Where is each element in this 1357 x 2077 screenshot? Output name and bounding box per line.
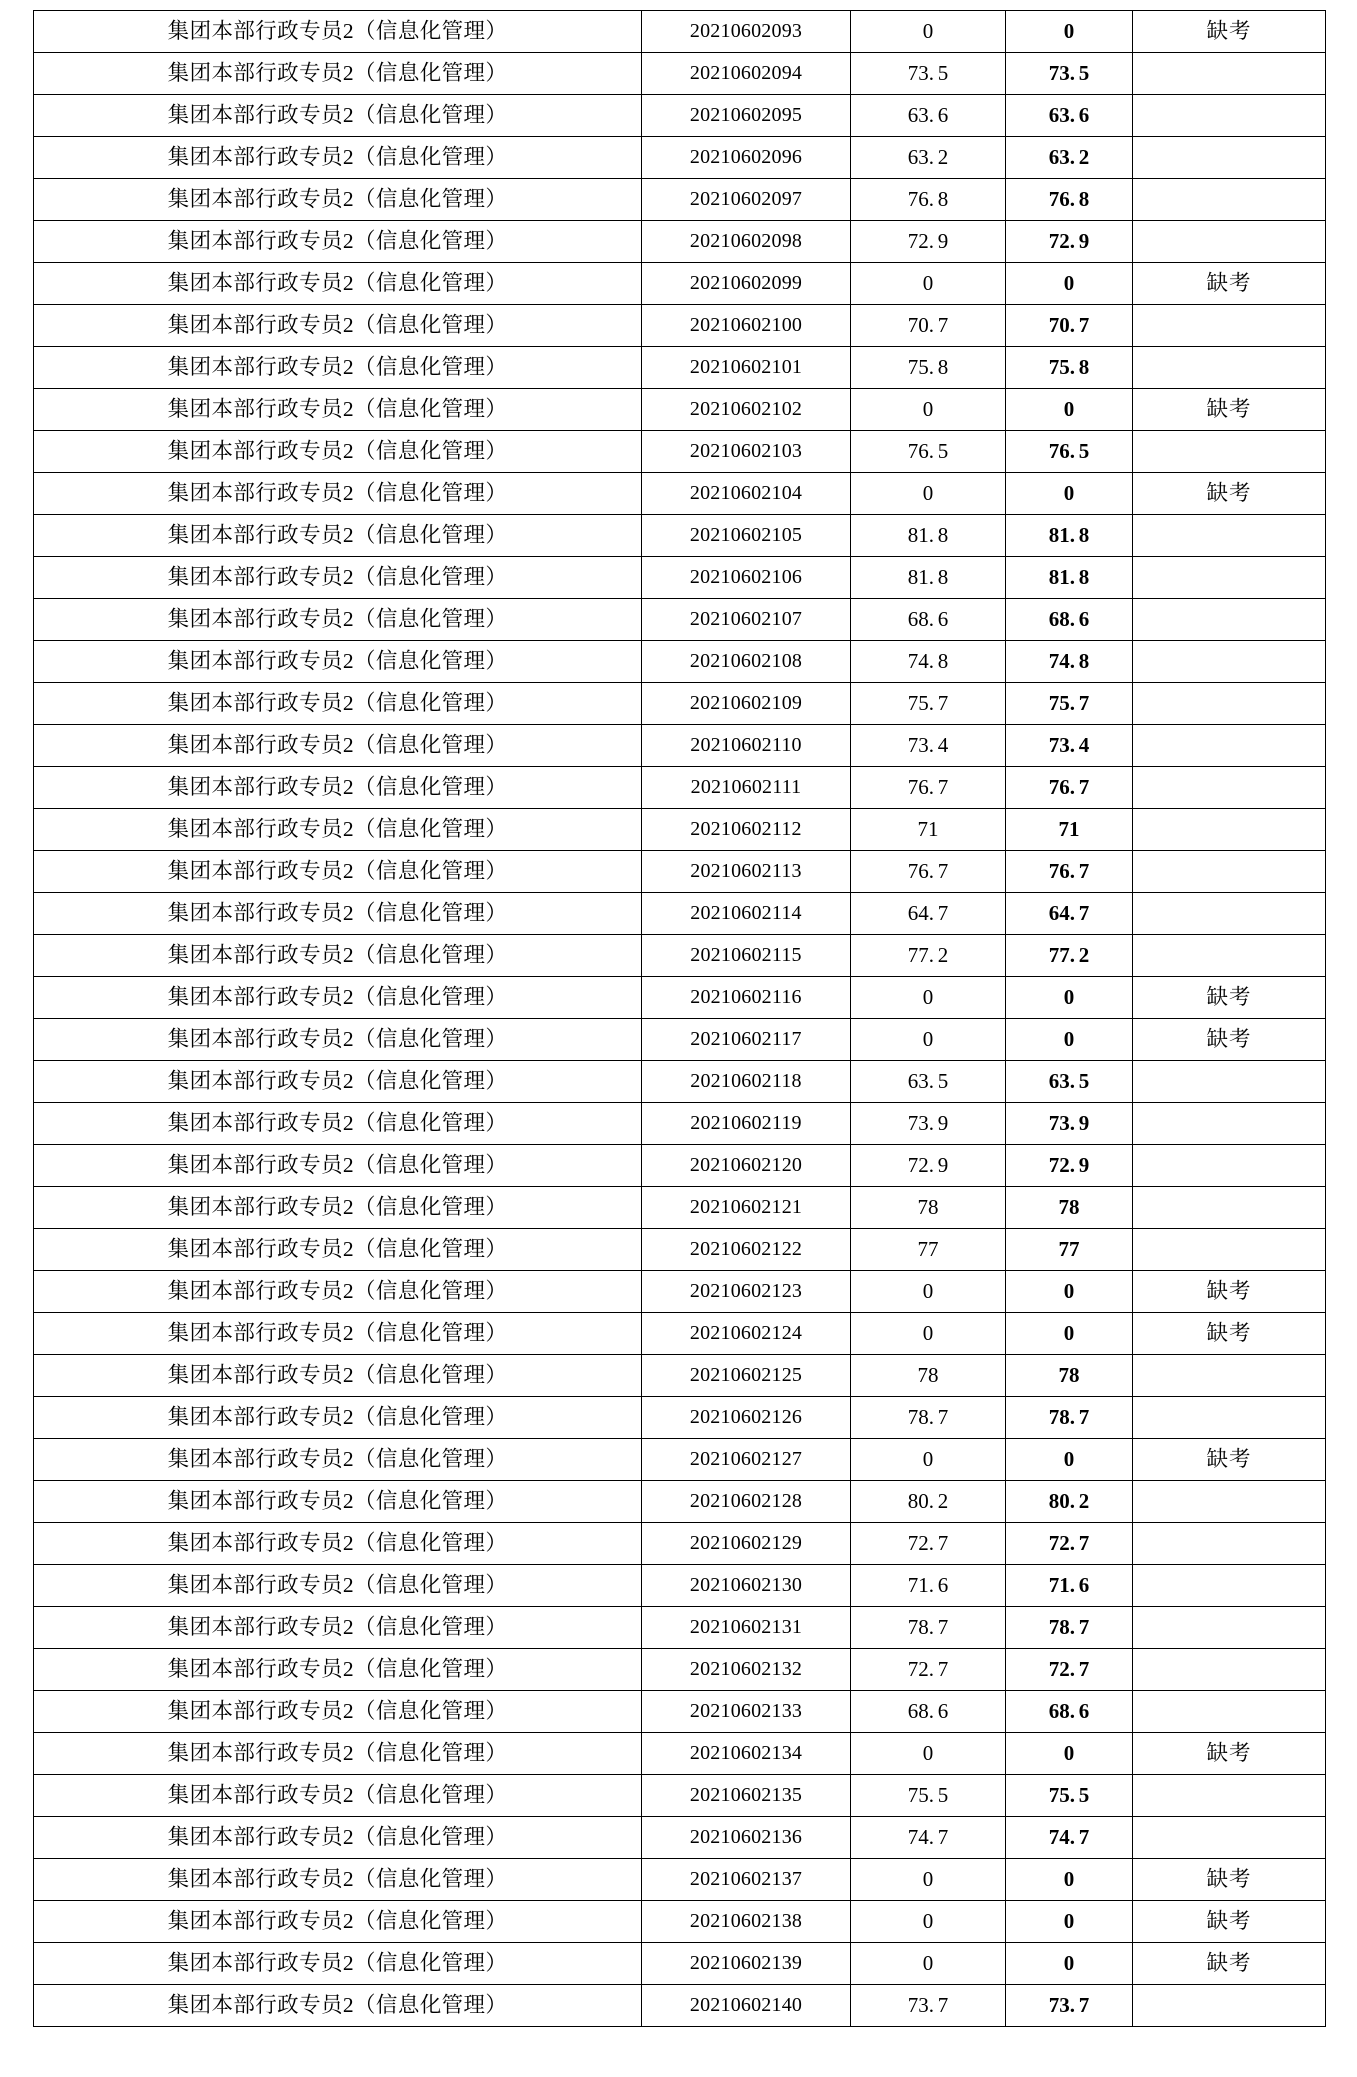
table-row	[34, 1523, 1326, 1565]
table-row	[34, 1439, 1326, 1481]
table-row	[34, 935, 1326, 977]
total-score-cell: 0	[1006, 1943, 1133, 1985]
remark-cell	[1133, 1565, 1326, 1607]
score-cell: 78	[851, 1187, 1006, 1229]
exam-id-cell: 20210602114	[642, 893, 851, 935]
exam-id-cell: 20210602139	[642, 1943, 851, 1985]
remark-cell: 缺考	[1133, 1859, 1326, 1901]
position-cell: 集团本部行政专员2（信息化管理）	[34, 1733, 642, 1775]
position-cell: 集团本部行政专员2（信息化管理）	[34, 1397, 642, 1439]
table-row	[34, 1775, 1326, 1817]
exam-id-cell: 20210602118	[642, 1061, 851, 1103]
score-cell: 73.9	[851, 1103, 1006, 1145]
position-cell: 集团本部行政专员2（信息化管理）	[34, 767, 642, 809]
exam-id-cell: 20210602131	[642, 1607, 851, 1649]
score-cell: 0	[851, 1901, 1006, 1943]
exam-id-cell: 20210602125	[642, 1355, 851, 1397]
remark-cell	[1133, 1187, 1326, 1229]
table-row	[34, 683, 1326, 725]
total-score-cell: 80.2	[1006, 1481, 1133, 1523]
table-row	[34, 767, 1326, 809]
exam-id-cell: 20210602117	[642, 1019, 851, 1061]
position-cell: 集团本部行政专员2（信息化管理）	[34, 347, 642, 389]
total-score-cell: 73.9	[1006, 1103, 1133, 1145]
position-cell: 集团本部行政专员2（信息化管理）	[34, 1943, 642, 1985]
total-score-cell: 63.2	[1006, 137, 1133, 179]
exam-id-cell: 20210602115	[642, 935, 851, 977]
total-score-cell: 68.6	[1006, 1691, 1133, 1733]
position-cell: 集团本部行政专员2（信息化管理）	[34, 1817, 642, 1859]
score-cell: 74.7	[851, 1817, 1006, 1859]
total-score-cell: 0	[1006, 473, 1133, 515]
total-score-cell: 72.9	[1006, 221, 1133, 263]
score-cell: 76.7	[851, 767, 1006, 809]
exam-id-cell: 20210602099	[642, 263, 851, 305]
exam-id-cell: 20210602112	[642, 809, 851, 851]
total-score-cell: 0	[1006, 263, 1133, 305]
remark-cell	[1133, 1103, 1326, 1145]
position-cell: 集团本部行政专员2（信息化管理）	[34, 1103, 642, 1145]
position-cell: 集团本部行政专员2（信息化管理）	[34, 1859, 642, 1901]
position-cell: 集团本部行政专员2（信息化管理）	[34, 431, 642, 473]
table-row	[34, 1397, 1326, 1439]
table-row	[34, 1733, 1326, 1775]
total-score-cell: 0	[1006, 1439, 1133, 1481]
table-row	[34, 1565, 1326, 1607]
score-cell: 76.8	[851, 179, 1006, 221]
remark-cell: 缺考	[1133, 1271, 1326, 1313]
position-cell: 集团本部行政专员2（信息化管理）	[34, 389, 642, 431]
table-row	[34, 1649, 1326, 1691]
remark-cell	[1133, 557, 1326, 599]
score-cell: 71.6	[851, 1565, 1006, 1607]
total-score-cell: 78.7	[1006, 1397, 1133, 1439]
table-row	[34, 1901, 1326, 1943]
score-cell: 73.5	[851, 53, 1006, 95]
table-row	[34, 1313, 1326, 1355]
exam-id-cell: 20210602101	[642, 347, 851, 389]
total-score-cell: 68.6	[1006, 599, 1133, 641]
score-cell: 75.5	[851, 1775, 1006, 1817]
exam-id-cell: 20210602126	[642, 1397, 851, 1439]
table-row	[34, 263, 1326, 305]
exam-id-cell: 20210602130	[642, 1565, 851, 1607]
total-score-cell: 78	[1006, 1187, 1133, 1229]
total-score-cell: 73.4	[1006, 725, 1133, 767]
score-cell: 68.6	[851, 1691, 1006, 1733]
total-score-cell: 63.5	[1006, 1061, 1133, 1103]
total-score-cell: 70.7	[1006, 305, 1133, 347]
remark-cell	[1133, 53, 1326, 95]
remark-cell	[1133, 137, 1326, 179]
remark-cell: 缺考	[1133, 389, 1326, 431]
exam-id-cell: 20210602104	[642, 473, 851, 515]
score-cell: 78.7	[851, 1397, 1006, 1439]
position-cell: 集团本部行政专员2（信息化管理）	[34, 1985, 642, 2027]
score-cell: 63.5	[851, 1061, 1006, 1103]
exam-id-cell: 20210602123	[642, 1271, 851, 1313]
total-score-cell: 63.6	[1006, 95, 1133, 137]
remark-cell: 缺考	[1133, 977, 1326, 1019]
exam-id-cell: 20210602100	[642, 305, 851, 347]
position-cell: 集团本部行政专员2（信息化管理）	[34, 179, 642, 221]
exam-id-cell: 20210602132	[642, 1649, 851, 1691]
score-cell: 0	[851, 473, 1006, 515]
score-cell: 0	[851, 1271, 1006, 1313]
position-cell: 集团本部行政专员2（信息化管理）	[34, 641, 642, 683]
position-cell: 集团本部行政专员2（信息化管理）	[34, 305, 642, 347]
position-cell: 集团本部行政专员2（信息化管理）	[34, 515, 642, 557]
total-score-cell: 76.7	[1006, 851, 1133, 893]
score-cell: 72.9	[851, 221, 1006, 263]
total-score-cell: 0	[1006, 1733, 1133, 1775]
table-row	[34, 977, 1326, 1019]
position-cell: 集团本部行政专员2（信息化管理）	[34, 1313, 642, 1355]
exam-id-cell: 20210602136	[642, 1817, 851, 1859]
exam-id-cell: 20210602138	[642, 1901, 851, 1943]
table-row	[34, 1271, 1326, 1313]
score-cell: 0	[851, 977, 1006, 1019]
table-row	[34, 893, 1326, 935]
remark-cell	[1133, 599, 1326, 641]
position-cell: 集团本部行政专员2（信息化管理）	[34, 1229, 642, 1271]
position-cell: 集团本部行政专员2（信息化管理）	[34, 137, 642, 179]
table-row	[34, 641, 1326, 683]
total-score-cell: 76.8	[1006, 179, 1133, 221]
total-score-cell: 71.6	[1006, 1565, 1133, 1607]
score-cell: 76.7	[851, 851, 1006, 893]
total-score-cell: 64.7	[1006, 893, 1133, 935]
total-score-cell: 81.8	[1006, 515, 1133, 557]
total-score-cell: 77	[1006, 1229, 1133, 1271]
table-row	[34, 1481, 1326, 1523]
table-row	[34, 1019, 1326, 1061]
remark-cell: 缺考	[1133, 11, 1326, 53]
remark-cell	[1133, 1607, 1326, 1649]
total-score-cell: 0	[1006, 1019, 1133, 1061]
score-cell: 0	[851, 1313, 1006, 1355]
score-cell: 80.2	[851, 1481, 1006, 1523]
position-cell: 集团本部行政专员2（信息化管理）	[34, 1775, 642, 1817]
total-score-cell: 76.5	[1006, 431, 1133, 473]
table-row	[34, 1943, 1326, 1985]
table-row	[34, 137, 1326, 179]
exam-id-cell: 20210602113	[642, 851, 851, 893]
table-row	[34, 1187, 1326, 1229]
total-score-cell: 71	[1006, 809, 1133, 851]
remark-cell	[1133, 179, 1326, 221]
score-cell: 63.6	[851, 95, 1006, 137]
table-row	[34, 1061, 1326, 1103]
position-cell: 集团本部行政专员2（信息化管理）	[34, 1019, 642, 1061]
position-cell: 集团本部行政专员2（信息化管理）	[34, 1271, 642, 1313]
score-cell: 68.6	[851, 599, 1006, 641]
remark-cell	[1133, 935, 1326, 977]
exam-id-cell: 20210602094	[642, 53, 851, 95]
table-row	[34, 1691, 1326, 1733]
remark-cell	[1133, 1691, 1326, 1733]
total-score-cell: 0	[1006, 11, 1133, 53]
table-row	[34, 557, 1326, 599]
table-row	[34, 347, 1326, 389]
remark-cell	[1133, 1355, 1326, 1397]
exam-id-cell: 20210602135	[642, 1775, 851, 1817]
exam-id-cell: 20210602121	[642, 1187, 851, 1229]
position-cell: 集团本部行政专员2（信息化管理）	[34, 557, 642, 599]
remark-cell	[1133, 221, 1326, 263]
remark-cell	[1133, 1985, 1326, 2027]
total-score-cell: 73.7	[1006, 1985, 1133, 2027]
score-cell: 0	[851, 11, 1006, 53]
exam-id-cell: 20210602128	[642, 1481, 851, 1523]
score-cell: 0	[851, 1733, 1006, 1775]
exam-id-cell: 20210602119	[642, 1103, 851, 1145]
exam-id-cell: 20210602127	[642, 1439, 851, 1481]
position-cell: 集团本部行政专员2（信息化管理）	[34, 1649, 642, 1691]
table-row	[34, 95, 1326, 137]
score-cell: 0	[851, 1943, 1006, 1985]
position-cell: 集团本部行政专员2（信息化管理）	[34, 599, 642, 641]
remark-cell: 缺考	[1133, 1439, 1326, 1481]
exam-results-table	[33, 10, 1326, 2027]
exam-id-cell: 20210602116	[642, 977, 851, 1019]
score-cell: 0	[851, 1019, 1006, 1061]
score-cell: 72.9	[851, 1145, 1006, 1187]
remark-cell	[1133, 893, 1326, 935]
table-row	[34, 599, 1326, 641]
table-row	[34, 1145, 1326, 1187]
exam-id-cell: 20210602102	[642, 389, 851, 431]
total-score-cell: 78.7	[1006, 1607, 1133, 1649]
total-score-cell: 0	[1006, 1901, 1133, 1943]
exam-id-cell: 20210602107	[642, 599, 851, 641]
score-cell: 0	[851, 389, 1006, 431]
total-score-cell: 72.9	[1006, 1145, 1133, 1187]
table-row	[34, 473, 1326, 515]
remark-cell	[1133, 1481, 1326, 1523]
total-score-cell: 72.7	[1006, 1523, 1133, 1565]
position-cell: 集团本部行政专员2（信息化管理）	[34, 1061, 642, 1103]
total-score-cell: 81.8	[1006, 557, 1133, 599]
position-cell: 集团本部行政专员2（信息化管理）	[34, 263, 642, 305]
exam-id-cell: 20210602140	[642, 1985, 851, 2027]
exam-id-cell: 20210602137	[642, 1859, 851, 1901]
position-cell: 集团本部行政专员2（信息化管理）	[34, 683, 642, 725]
position-cell: 集团本部行政专员2（信息化管理）	[34, 1481, 642, 1523]
total-score-cell: 78	[1006, 1355, 1133, 1397]
total-score-cell: 72.7	[1006, 1649, 1133, 1691]
score-cell: 77	[851, 1229, 1006, 1271]
position-cell: 集团本部行政专员2（信息化管理）	[34, 11, 642, 53]
table-row	[34, 725, 1326, 767]
position-cell: 集团本部行政专员2（信息化管理）	[34, 1523, 642, 1565]
remark-cell	[1133, 851, 1326, 893]
score-cell: 76.5	[851, 431, 1006, 473]
exam-id-cell: 20210602096	[642, 137, 851, 179]
remark-cell	[1133, 347, 1326, 389]
total-score-cell: 75.5	[1006, 1775, 1133, 1817]
exam-id-cell: 20210602120	[642, 1145, 851, 1187]
score-cell: 78	[851, 1355, 1006, 1397]
total-score-cell: 0	[1006, 977, 1133, 1019]
exam-id-cell: 20210602097	[642, 179, 851, 221]
table-row	[34, 809, 1326, 851]
remark-cell	[1133, 1061, 1326, 1103]
score-cell: 0	[851, 1859, 1006, 1901]
position-cell: 集团本部行政专员2（信息化管理）	[34, 1355, 642, 1397]
position-cell: 集团本部行政专员2（信息化管理）	[34, 935, 642, 977]
remark-cell	[1133, 305, 1326, 347]
exam-id-cell: 20210602122	[642, 1229, 851, 1271]
score-cell: 73.4	[851, 725, 1006, 767]
table-row	[34, 1985, 1326, 2027]
table-row	[34, 515, 1326, 557]
exam-id-cell: 20210602093	[642, 11, 851, 53]
score-cell: 71	[851, 809, 1006, 851]
score-cell: 81.8	[851, 515, 1006, 557]
table-row	[34, 53, 1326, 95]
remark-cell: 缺考	[1133, 1943, 1326, 1985]
exam-id-cell: 20210602134	[642, 1733, 851, 1775]
table-row	[34, 11, 1326, 53]
remark-cell	[1133, 1775, 1326, 1817]
exam-id-cell: 20210602106	[642, 557, 851, 599]
position-cell: 集团本部行政专员2（信息化管理）	[34, 977, 642, 1019]
exam-id-cell: 20210602129	[642, 1523, 851, 1565]
table-row	[34, 1355, 1326, 1397]
score-cell: 72.7	[851, 1523, 1006, 1565]
score-cell: 70.7	[851, 305, 1006, 347]
table-row	[34, 1229, 1326, 1271]
remark-cell: 缺考	[1133, 1019, 1326, 1061]
total-score-cell: 75.7	[1006, 683, 1133, 725]
position-cell: 集团本部行政专员2（信息化管理）	[34, 1607, 642, 1649]
score-cell: 0	[851, 263, 1006, 305]
remark-cell	[1133, 1397, 1326, 1439]
remark-cell	[1133, 1523, 1326, 1565]
total-score-cell: 77.2	[1006, 935, 1133, 977]
remark-cell	[1133, 641, 1326, 683]
score-cell: 74.8	[851, 641, 1006, 683]
remark-cell	[1133, 1817, 1326, 1859]
remark-cell	[1133, 683, 1326, 725]
exam-id-cell: 20210602095	[642, 95, 851, 137]
exam-id-cell: 20210602108	[642, 641, 851, 683]
total-score-cell: 74.8	[1006, 641, 1133, 683]
total-score-cell: 0	[1006, 1859, 1133, 1901]
remark-cell	[1133, 1145, 1326, 1187]
total-score-cell: 75.8	[1006, 347, 1133, 389]
remark-cell	[1133, 515, 1326, 557]
remark-cell: 缺考	[1133, 1901, 1326, 1943]
total-score-cell: 74.7	[1006, 1817, 1133, 1859]
score-cell: 75.7	[851, 683, 1006, 725]
score-cell: 0	[851, 1439, 1006, 1481]
exam-id-cell: 20210602098	[642, 221, 851, 263]
position-cell: 集团本部行政专员2（信息化管理）	[34, 809, 642, 851]
table-row	[34, 1607, 1326, 1649]
score-cell: 81.8	[851, 557, 1006, 599]
position-cell: 集团本部行政专员2（信息化管理）	[34, 1439, 642, 1481]
remark-cell	[1133, 1229, 1326, 1271]
table-row	[34, 389, 1326, 431]
position-cell: 集团本部行政专员2（信息化管理）	[34, 851, 642, 893]
score-cell: 73.7	[851, 1985, 1006, 2027]
remark-cell	[1133, 809, 1326, 851]
score-cell: 72.7	[851, 1649, 1006, 1691]
position-cell: 集团本部行政专员2（信息化管理）	[34, 893, 642, 935]
table-row	[34, 431, 1326, 473]
position-cell: 集团本部行政专员2（信息化管理）	[34, 725, 642, 767]
position-cell: 集团本部行政专员2（信息化管理）	[34, 1145, 642, 1187]
table-row	[34, 1103, 1326, 1145]
remark-cell	[1133, 431, 1326, 473]
table-row	[34, 1817, 1326, 1859]
remark-cell: 缺考	[1133, 1733, 1326, 1775]
exam-id-cell: 20210602110	[642, 725, 851, 767]
total-score-cell: 76.7	[1006, 767, 1133, 809]
remark-cell: 缺考	[1133, 263, 1326, 305]
position-cell: 集团本部行政专员2（信息化管理）	[34, 1565, 642, 1607]
total-score-cell: 0	[1006, 1313, 1133, 1355]
remark-cell	[1133, 95, 1326, 137]
exam-id-cell: 20210602133	[642, 1691, 851, 1733]
score-cell: 63.2	[851, 137, 1006, 179]
table-row	[34, 305, 1326, 347]
remark-cell	[1133, 1649, 1326, 1691]
score-cell: 64.7	[851, 893, 1006, 935]
position-cell: 集团本部行政专员2（信息化管理）	[34, 95, 642, 137]
remark-cell: 缺考	[1133, 1313, 1326, 1355]
total-score-cell: 0	[1006, 389, 1133, 431]
position-cell: 集团本部行政专员2（信息化管理）	[34, 473, 642, 515]
position-cell: 集团本部行政专员2（信息化管理）	[34, 1187, 642, 1229]
position-cell: 集团本部行政专员2（信息化管理）	[34, 1691, 642, 1733]
position-cell: 集团本部行政专员2（信息化管理）	[34, 1901, 642, 1943]
exam-id-cell: 20210602124	[642, 1313, 851, 1355]
exam-id-cell: 20210602105	[642, 515, 851, 557]
score-cell: 75.8	[851, 347, 1006, 389]
table-row	[34, 179, 1326, 221]
total-score-cell: 73.5	[1006, 53, 1133, 95]
exam-id-cell: 20210602109	[642, 683, 851, 725]
score-cell: 77.2	[851, 935, 1006, 977]
exam-id-cell: 20210602103	[642, 431, 851, 473]
table-row	[34, 221, 1326, 263]
remark-cell: 缺考	[1133, 473, 1326, 515]
table-body	[34, 11, 1326, 2027]
exam-id-cell: 20210602111	[642, 767, 851, 809]
table-row	[34, 851, 1326, 893]
total-score-cell: 0	[1006, 1271, 1133, 1313]
remark-cell	[1133, 725, 1326, 767]
table-row	[34, 1859, 1326, 1901]
position-cell: 集团本部行政专员2（信息化管理）	[34, 221, 642, 263]
score-cell: 78.7	[851, 1607, 1006, 1649]
remark-cell	[1133, 767, 1326, 809]
position-cell: 集团本部行政专员2（信息化管理）	[34, 53, 642, 95]
